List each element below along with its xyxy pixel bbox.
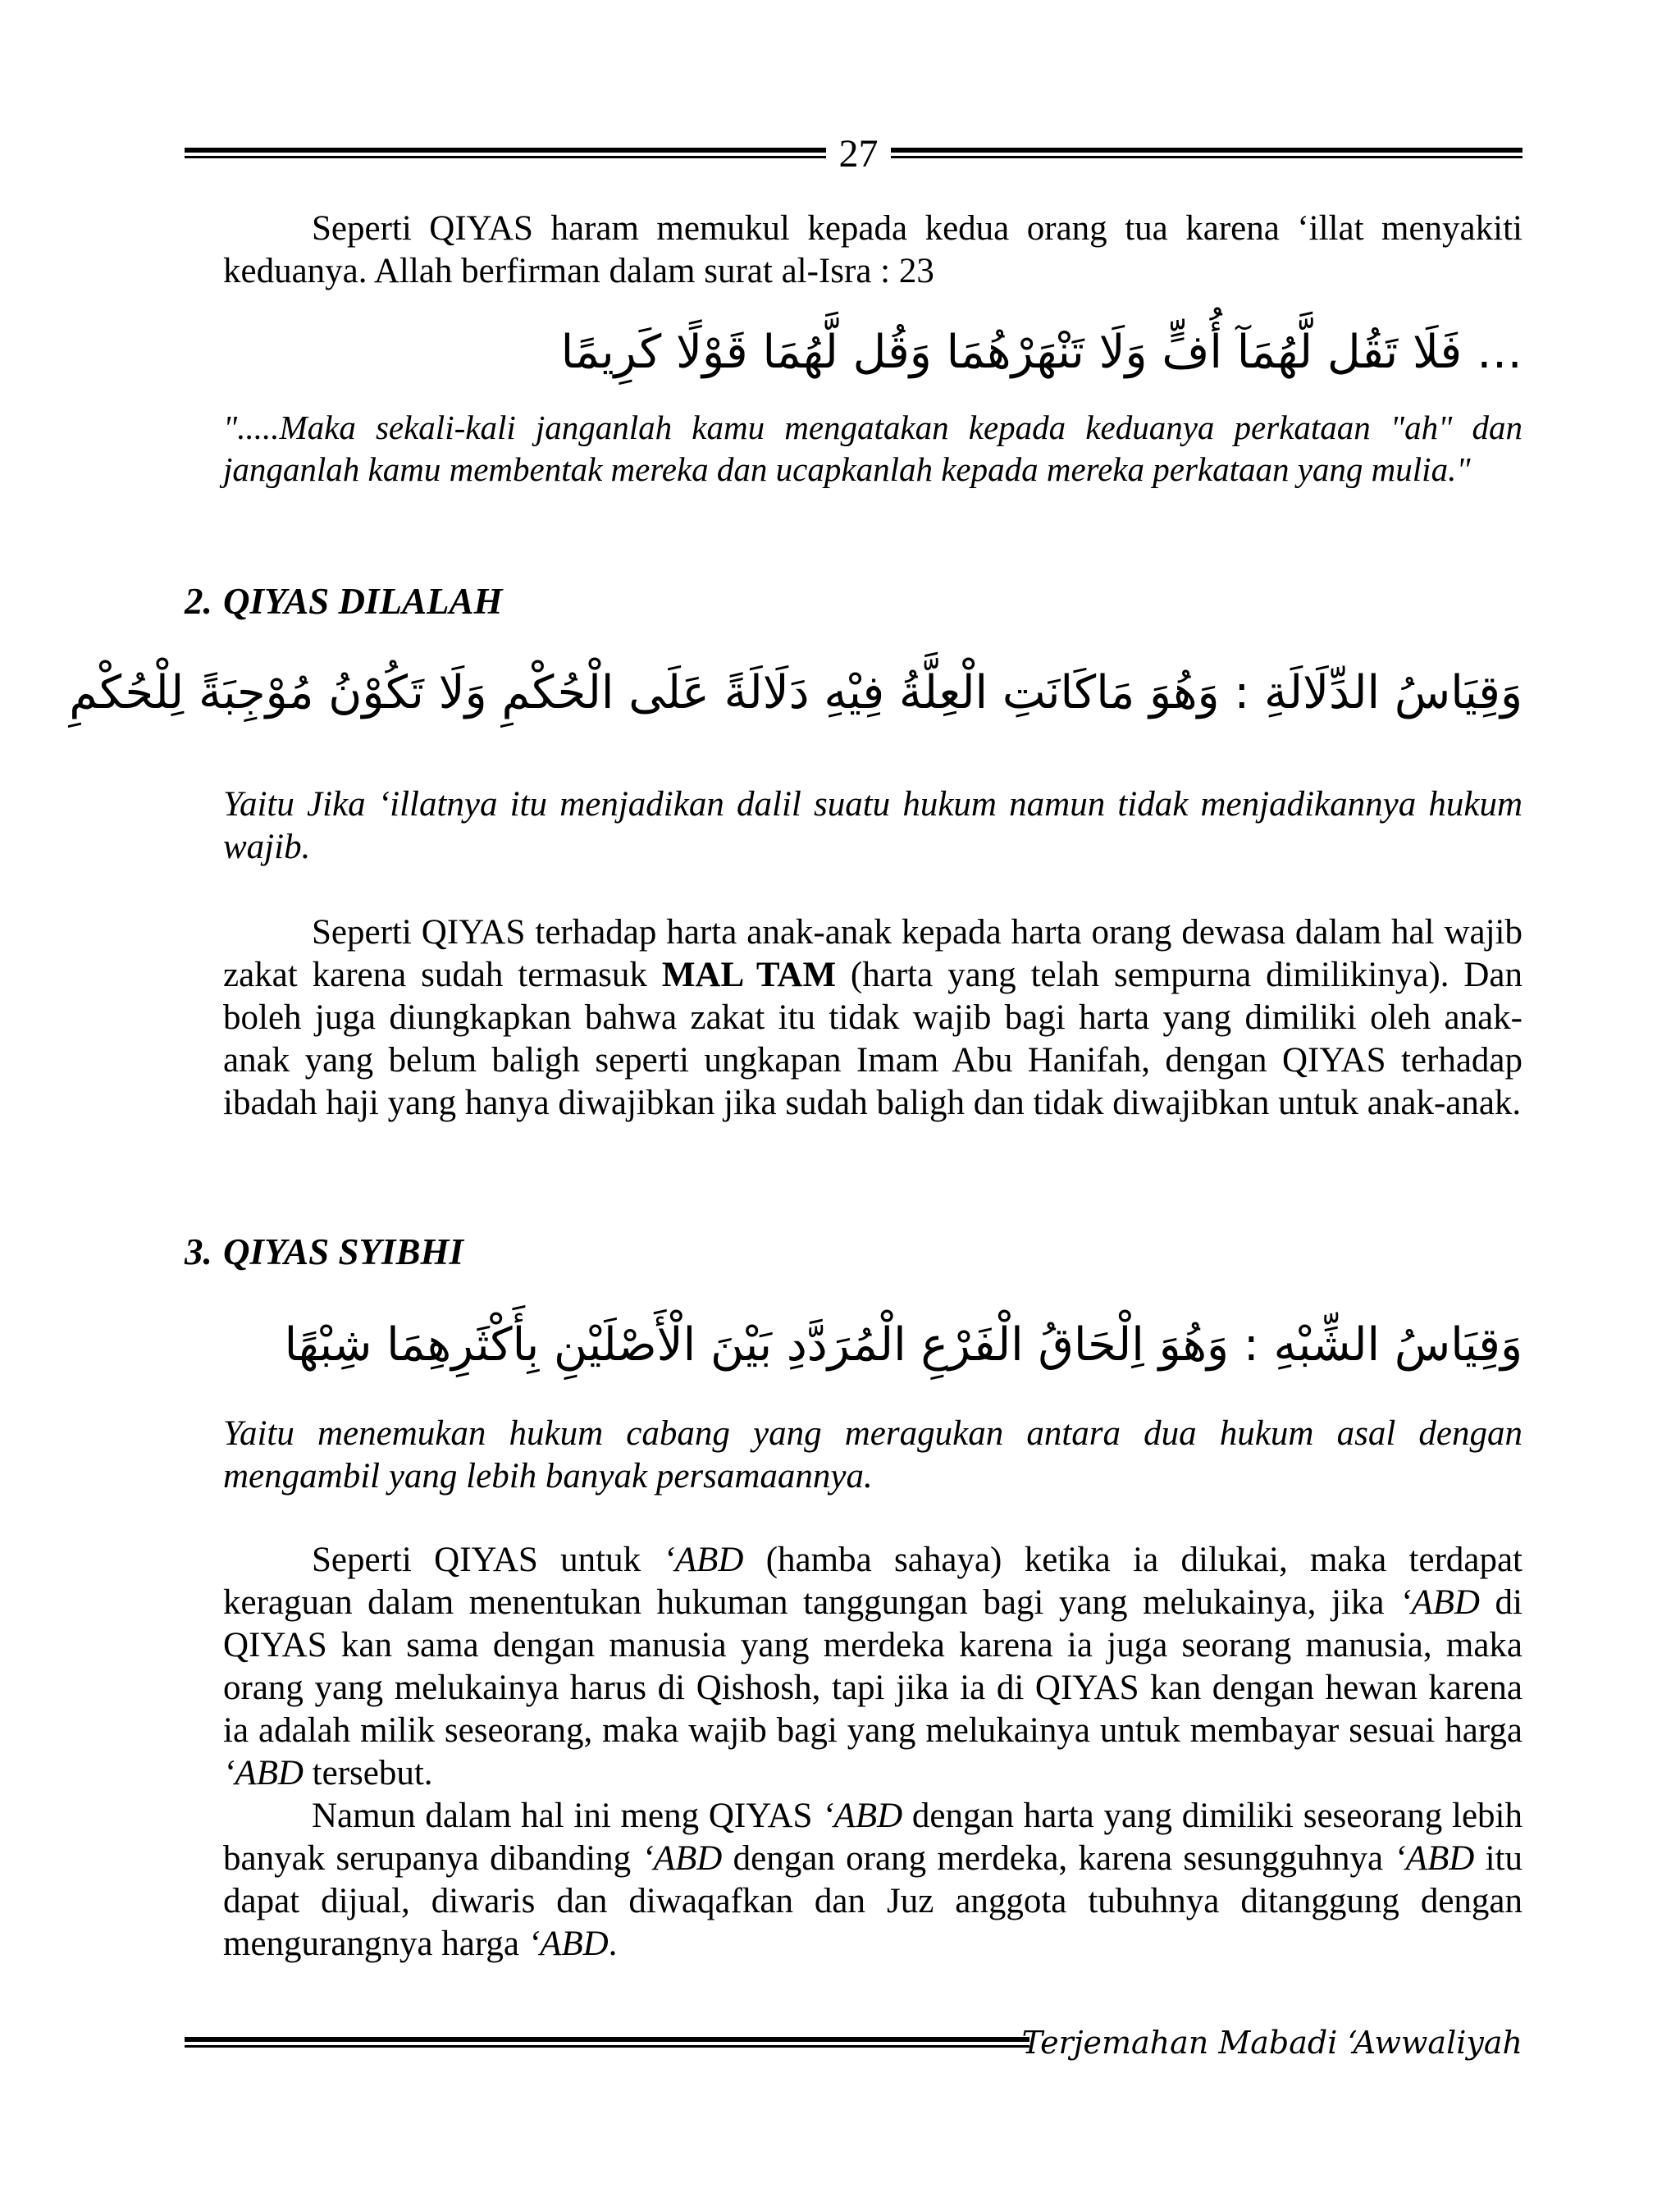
syibhi-example-paragraph-2: Namun dalam hal ini meng QIYAS ‘ABD dengan harta yang dimiliki seseorang lebih banyak serupanya dibanding ‘ABD dengan orang merdeka, karena sesungguhnya ‘ABD itu dapat dijual, diwaris dan diwaqafkan dan Juz anggota tubuhnya ditanggung dengan mengurangnya harga ‘ABD. bbox=[223, 1797, 1522, 1963]
mal-tam-term: MAL TAM bbox=[661, 956, 837, 994]
intro-paragraph: Seperti QIYAS haram memukul kepada kedua orang tua karena ‘illat menyakiti keduanya. Allah berfirman dalam surat al-Isra : 23 bbox=[223, 209, 1522, 290]
page-footer bbox=[223, 2022, 1522, 2063]
syibhi-example-paragraph-1: Seperti QIYAS untuk ‘ABD (hamba sahaya) ketika ia dilukai, maka terdapat keraguan dalam menentukan hukuman tanggungan bagi yang melukainya, jika ‘ABD di QIYAS kan sama dengan manusia yang merdeka karena ia juga seorang manusia, maka orang yang melukainya harus di Qishosh, tapi jika ia di QIYAS kan dengan hewan karena ia adalah milik seseorang, maka wajib bagi yang melukainya untuk membayar sesuai harga ‘ABD tersebut. bbox=[223, 1541, 1523, 1792]
dilalah-translation-block bbox=[223, 783, 1522, 869]
syibhi-example-block bbox=[223, 1539, 1522, 1966]
heading-number: 2. bbox=[185, 581, 212, 622]
heading-title: QIYAS SYIBHI bbox=[223, 1231, 464, 1272]
document-page bbox=[69, 0, 1523, 2201]
page-number: 27 bbox=[838, 132, 879, 176]
header-rule-right bbox=[891, 144, 1522, 161]
header-rule-left bbox=[185, 144, 826, 161]
syibhi-translation: Yaitu menemukan hukum cabang yang meragukan antara dua hukum asal dengan mengambil yang lebih banyak persamaannya. bbox=[223, 1414, 1522, 1495]
page-header bbox=[223, 131, 1522, 177]
arabic-verse-isra: … فَلَا تَقُل لَّهُمَآ أُفٍّ وَلَا تَنْهَرْهُمَا وَقُل لَّهُمَا قَوْلًا كَرِيمًا bbox=[560, 326, 1522, 379]
footer-rule bbox=[185, 2034, 1029, 2050]
heading-number: 3. bbox=[185, 1231, 212, 1272]
syibhi-translation-block bbox=[223, 1413, 1522, 1498]
verse-translation: ".....Maka sekali-kali janganlah kamu mengatakan kepada keduanya perkataan "ah" dan janganlah kamu membentak mereka dan ucapkanlah kepada mereka perkataan yang mulia." bbox=[223, 409, 1522, 488]
intro-paragraph-block bbox=[223, 208, 1522, 293]
dilalah-example-block bbox=[223, 911, 1522, 1125]
verse-translation-block bbox=[223, 407, 1522, 491]
arabic-definition-syibhi: وَقِيَاسُ الشِّبْهِ : وَهُوَ اِلْحَاقُ الْفَرْعِ الْمُرَدَّدِ بَيْنَ الْأَصْلَيْنِ بِأَكْثَرِهِمَا شِبْهًا bbox=[284, 1318, 1522, 1372]
footer-book-title: Terjemahan Mabadi ‘Awwaliyah bbox=[1021, 2025, 1522, 2061]
dilalah-translation: Yaitu Jika ‘illatnya itu menjadikan dalil suatu hukum namun tidak menjadikannya hukum wajib. bbox=[223, 785, 1522, 866]
heading-title: QIYAS DILALAH bbox=[223, 581, 503, 622]
arabic-definition-dilalah: وَقِيَاسُ الدِّلَالَةِ : وَهُوَ مَاكَانَتِ الْعِلَّةُ فِيْهِ دَلَالَةً عَلَى الْحُكْمِ وَلَا تَكُوْنُ مُوْجِبَةً لِلْحُكْمِ bbox=[69, 666, 1522, 719]
heading-qiyas-syibhi bbox=[185, 1231, 463, 1273]
dilalah-example-paragraph: Seperti QIYAS terhadap harta anak-anak kepada harta orang dewasa dalam hal wajib zakat karena sudah termasuk MAL TAM (harta yang telah sempurna dimilikinya). Dan boleh juga diungkapkan bahwa zakat itu tidak wajib bagi harta yang dimiliki oleh anak-anak yang belum baligh seperti ungkapan Imam Abu Hanifah, dengan QIYAS terhadap ibadah haji yang hanya diwajibkan jika sudah baligh dan tidak diwajibkan untuk anak-anak. bbox=[223, 913, 1522, 1122]
heading-qiyas-dilalah bbox=[185, 580, 502, 623]
